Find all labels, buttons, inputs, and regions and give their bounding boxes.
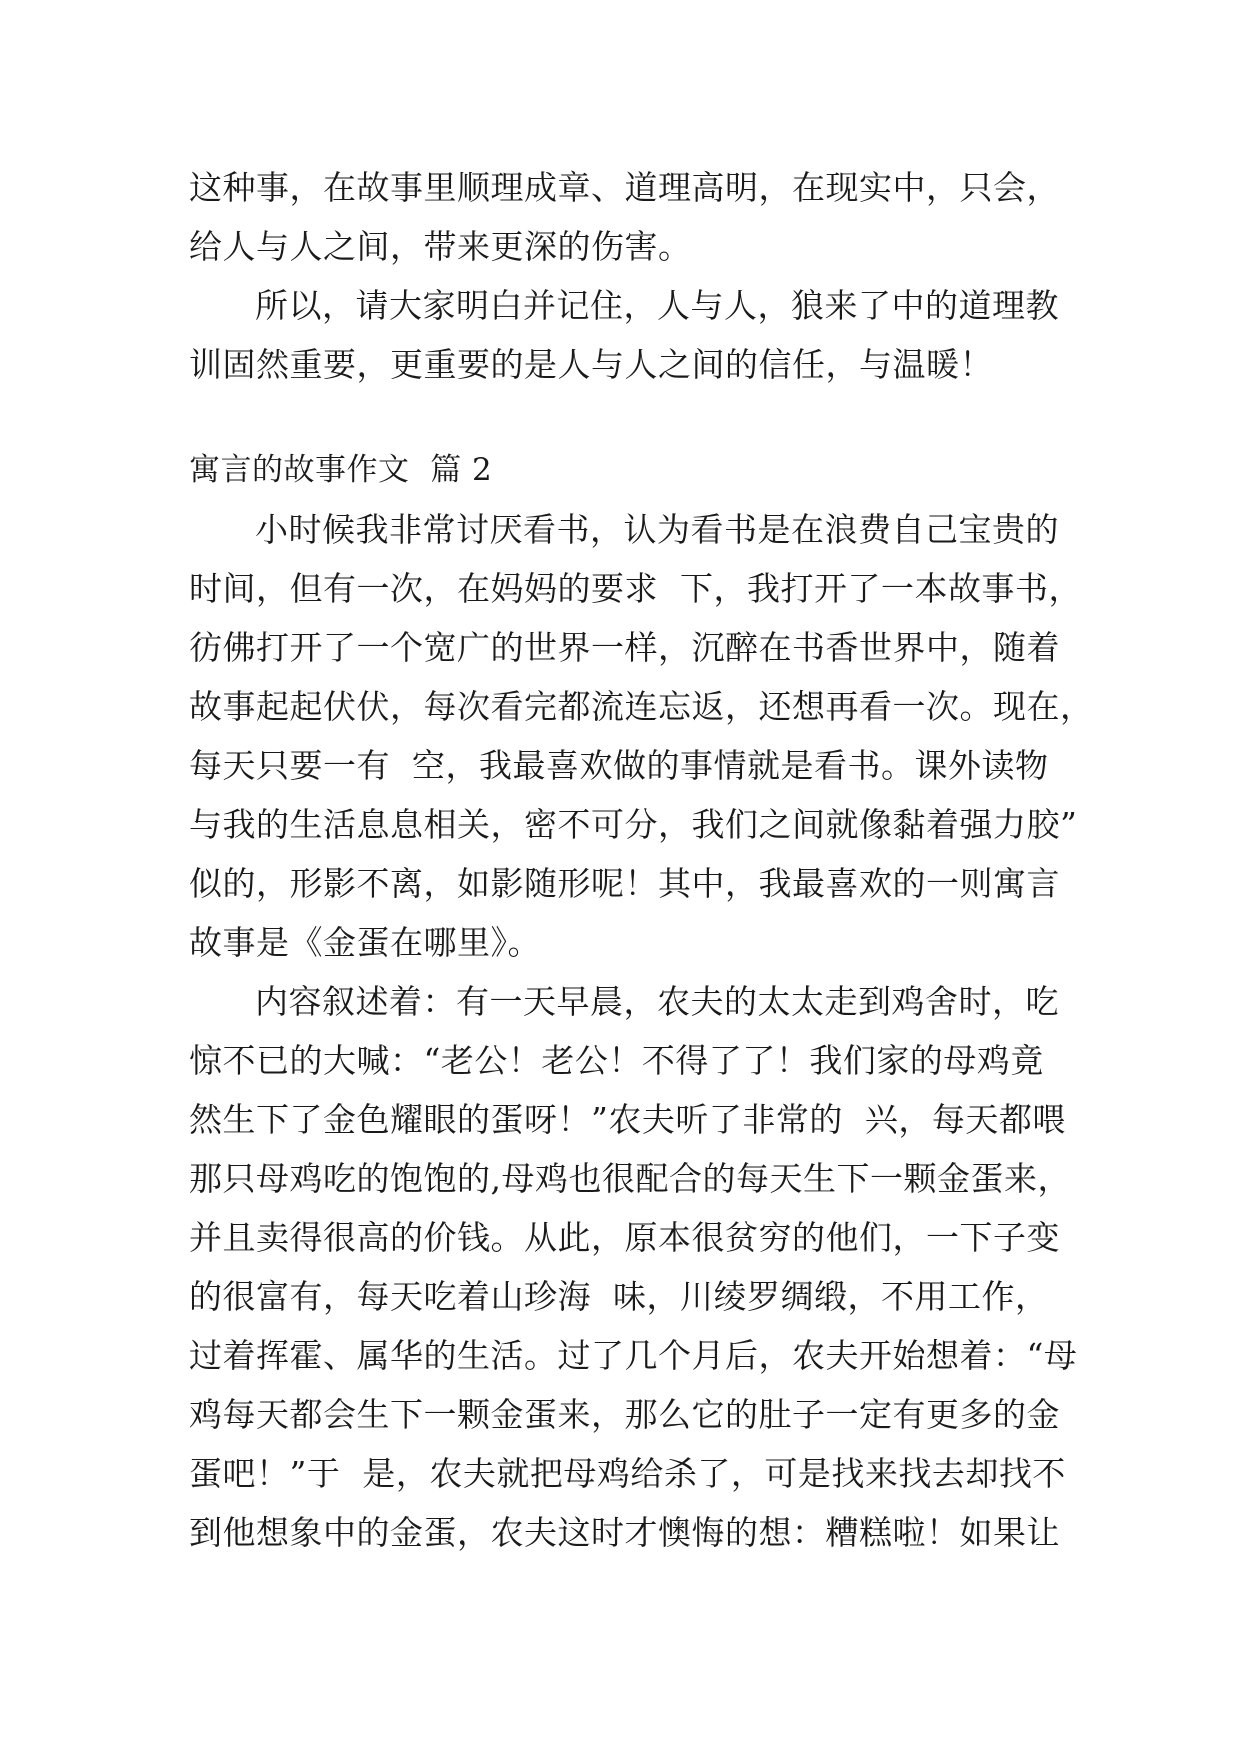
text-line: 所以，请大家明白并记住，人与人，狼来了中的道理教: [255, 286, 1059, 325]
text-line: 鸡每天都会生下一颗金蛋来，那么它的肚子一定有更多的金: [189, 1395, 1060, 1434]
text-line: 然生下了金色耀眼的蛋呀！”农夫听了非常的 兴，每天都喂: [189, 1100, 1066, 1139]
paragraph: [189, 972, 1078, 1562]
text-line: 到他想象中的金蛋，农夫这时才懊悔的想：糟糕啦！如果让: [189, 1513, 1060, 1552]
text-line: 故事是《金蛋在哪里》。: [189, 923, 541, 962]
text-line: 惊不已的大喊：“老公！老公！不得了了！我们家的母鸡竟: [189, 1041, 1044, 1080]
text-line: 并且卖得很高的价钱。从此，原本很贫穷的他们，一下子变: [189, 1218, 1060, 1257]
text-line: 小时候我非常讨厌看书，认为看书是在浪费自己宝贵的: [255, 510, 1059, 549]
text-line: 与我的生活息息相关，密不可分，我们之间就像黏着强力胶”: [189, 805, 1078, 844]
paragraph: [189, 500, 1094, 972]
text-line: 给人与人之间，带来更深的伤害。: [189, 227, 692, 266]
text-line: 时间，但有一次，在妈妈的要求 下，我打开了一本故事书，: [189, 569, 1082, 608]
text-line: 似的，形影不离，如影随形呢！其中，我最喜欢的一则寓言: [189, 864, 1060, 903]
text-line: 过着挥霍、属华的生活。过了几个月后，农夫开始想着：“母: [189, 1336, 1078, 1375]
text-line: 彷佛打开了一个宽广的世界一样，沉醉在书香世界中，随着: [189, 628, 1060, 667]
paragraph: [189, 276, 1065, 394]
paragraph: [189, 158, 1065, 276]
text-line: 蛋吧！”于 是，农夫就把母鸡给杀了，可是找来找去却找不: [189, 1454, 1066, 1493]
text-line: 那只母鸡吃的饱饱的,母鸡也很配合的每天生下一颗金蛋来，: [189, 1159, 1071, 1198]
text-line: 内容叙述着：有一天早晨，农夫的太太走到鸡舍时，吃: [255, 982, 1059, 1021]
section-heading: 寓言的故事作文 篇 2: [189, 452, 493, 488]
text-line: 的很富有，每天吃着山珍海 味，川绫罗绸缎，不用工作，: [189, 1277, 1049, 1316]
text-line: 训固然重要，更重要的是人与人之间的信任，与温暖！: [189, 345, 993, 384]
text-line: 这种事，在故事里顺理成章、道理高明，在现实中，只会，: [189, 168, 1060, 207]
document-body: [189, 158, 1094, 1562]
text-line: 故事起起伏伏，每次看完都流连忘返，还想再看一次。现在，: [189, 687, 1094, 726]
paragraph-gap: [189, 394, 1065, 441]
text-line: 每天只要一有 空，我最喜欢做的事情就是看书。课外读物: [189, 746, 1049, 785]
